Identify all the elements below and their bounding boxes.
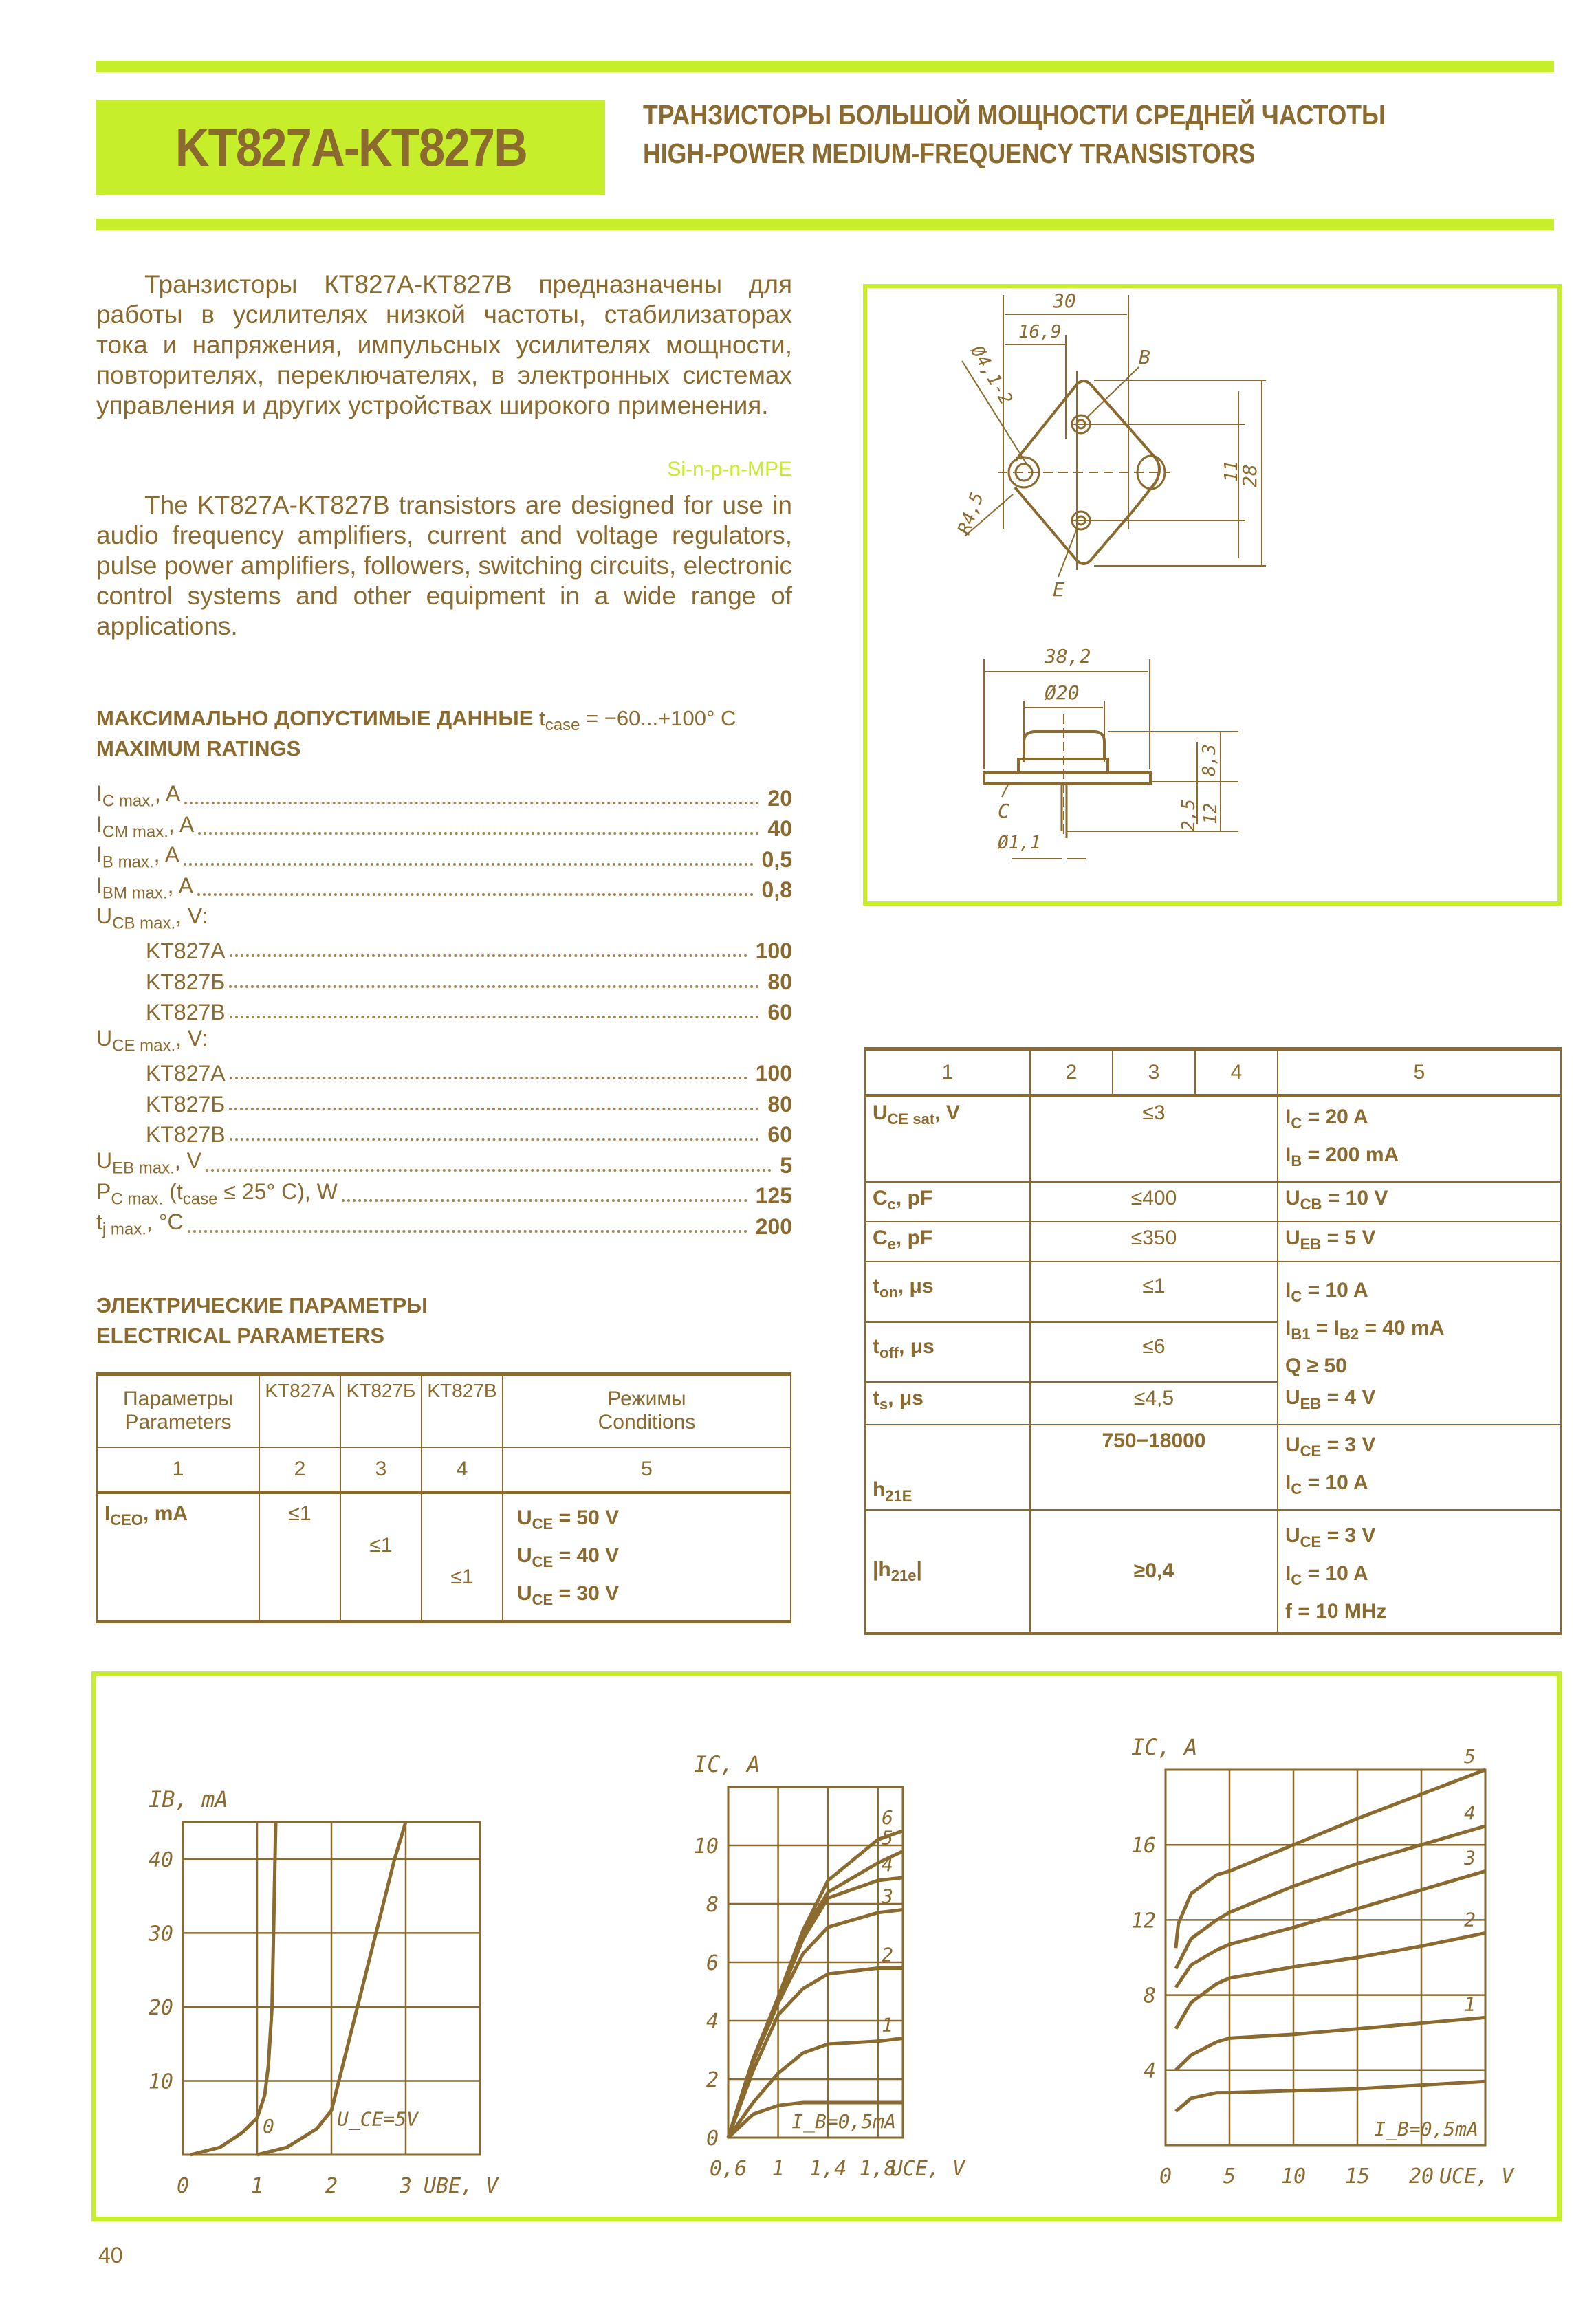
leader-dots	[188, 1230, 747, 1233]
package-drawing	[867, 288, 1557, 901]
leader-dots	[198, 832, 759, 835]
rating-row	[96, 873, 792, 903]
leader-dots	[229, 1108, 759, 1110]
series-label: U_CE=5V	[337, 2107, 419, 2131]
leader-dots	[230, 1016, 760, 1018]
table-row-ton	[865, 1262, 1561, 1322]
col-num: 4	[422, 1447, 503, 1493]
rating-value: 125	[755, 1183, 792, 1208]
series-line-1	[190, 1822, 276, 2155]
value-h21e-mod: ≥0,4	[1030, 1510, 1278, 1634]
x-axis-label: UCE, V	[1439, 2164, 1514, 2188]
column-number-row	[865, 1049, 1561, 1096]
table-row-h21e	[865, 1425, 1561, 1510]
leader-dots	[229, 985, 759, 988]
series-line-6	[728, 1852, 903, 2138]
col-num: 5	[503, 1447, 791, 1493]
value-b: ≤1	[340, 1493, 422, 1622]
table-row-ce	[865, 1222, 1561, 1262]
series-label: 2	[1464, 1908, 1476, 1931]
dim-16-9: 16,9	[1018, 322, 1062, 342]
col-num: 2	[259, 1447, 340, 1493]
series-label: 1	[882, 2013, 893, 2037]
electrical-params-table-continued	[864, 1047, 1562, 1635]
series-line-2	[1176, 2017, 1485, 2070]
cond-h21e-mod: $U_{CE} = 3$ V $I_C = 10$ A f = 10 MHz	[1278, 1510, 1561, 1634]
value-ts: ≤4,5	[1030, 1382, 1278, 1425]
rating-row	[96, 811, 792, 842]
cond-cc: $U_{CB} = 10$ V	[1278, 1182, 1561, 1222]
rating-label: KT827B	[96, 1122, 230, 1148]
y-tick-label: 6	[706, 1951, 719, 1975]
rating-value: 60	[767, 1122, 792, 1147]
rating-value: 80	[767, 969, 792, 994]
table-row-iceo	[97, 1493, 791, 1622]
leader-c	[1002, 785, 1008, 797]
rating-row	[96, 1086, 792, 1117]
series-label: 6	[882, 1806, 893, 1829]
rating-row	[96, 964, 792, 995]
flange-side	[984, 773, 1150, 784]
description-ru-text: Транзисторы КТ827А-КТ827В предназначены для работы в усилителях низкой частоты, стабилизаторах тока и напряжения, импульсных усилителях мощности, повторителях, переключателях, в электронных системах управления и других устройствах широкого применения.	[96, 270, 792, 419]
param-cc: $C_c$, pF	[865, 1182, 1030, 1222]
rating-row	[96, 1056, 792, 1087]
bottom-accent-bar	[96, 219, 1554, 230]
header-kt827a: KT827A	[259, 1374, 340, 1447]
rating-row	[96, 780, 792, 811]
rating-value: 60	[767, 1000, 792, 1024]
x-tick-label: 5	[1223, 2164, 1236, 2188]
rating-label: $I_{C max.}$, A	[96, 781, 184, 811]
value-cc: ≤400	[1030, 1182, 1278, 1222]
rating-value: 5	[780, 1152, 792, 1178]
max-ratings-heading-ru: МАКСИМАЛЬНО ДОПУСТИМЫЕ ДАННЫЕ $t_{case} = -60...+100^\circ$ C	[96, 706, 736, 735]
x-tick-label: 1	[250, 2174, 264, 2198]
rating-label: KT827Б	[96, 1092, 229, 1117]
x-axis-label: UCE, V	[890, 2157, 965, 2181]
rating-value: 100	[755, 939, 792, 963]
y-tick-label: 0	[706, 2127, 719, 2151]
x-tick-label: 2	[325, 2174, 338, 2198]
chart-3	[1131, 1734, 1515, 2188]
rating-row	[96, 842, 792, 873]
temp-condition: $t_{case} = -60...+100^\circ$ C	[539, 706, 736, 735]
charts-frame	[91, 1671, 1562, 2221]
package-drawing-frame	[863, 284, 1562, 906]
rating-row	[96, 903, 792, 934]
table-row-uce-sat	[865, 1096, 1561, 1183]
series-label: 3	[882, 1885, 893, 1908]
rating-row	[96, 1178, 792, 1209]
cond-h21e: $U_{CE} = 3$ V $I_C = 10$ A	[1278, 1425, 1561, 1510]
series-line-4	[1176, 1871, 1485, 1987]
value-toff: ≤6	[1030, 1322, 1278, 1383]
series-label: 3	[1464, 1846, 1476, 1869]
header-kt827v: KT827B	[422, 1374, 503, 1447]
dim-20: Ø20	[1045, 681, 1080, 704]
dim-38-2: 38,2	[1045, 645, 1091, 668]
title-en: HIGH-POWER MEDIUM-FREQUENCY TRANSISTORS	[643, 138, 1256, 169]
rating-label: KT827B	[96, 1000, 230, 1025]
dim-radius: R4,5	[954, 490, 988, 538]
table-row-cc	[865, 1182, 1561, 1222]
table-row-h21e-mod	[865, 1510, 1561, 1634]
series-line-6	[1176, 1770, 1485, 1948]
characteristic-charts	[96, 1676, 1557, 2217]
rating-label: $t_{j max.}$, °C	[96, 1209, 188, 1239]
value-h21e: 750−18000	[1030, 1425, 1278, 1510]
cond-uce-sat: $I_C = 20$ A $I_B = 200$ mA	[1278, 1096, 1561, 1183]
leader-dots	[206, 1169, 772, 1172]
page-number: 40	[98, 2243, 123, 2268]
rating-label: $U_{CE max.}$, V:	[96, 1026, 212, 1055]
series-label: 2	[882, 1943, 893, 1966]
x-tick-label: 3	[399, 2174, 413, 2198]
leader-dots	[230, 954, 747, 957]
y-tick-label: 10	[693, 1834, 719, 1858]
param-ce: $C_e$, pF	[865, 1222, 1030, 1262]
col-num: 3	[340, 1447, 422, 1493]
dim-8-3: 8,3	[1199, 744, 1220, 776]
x-tick-label: 0	[176, 2174, 190, 2198]
rating-row	[96, 1025, 792, 1056]
leader-dots	[184, 863, 754, 866]
curve-note: I_B=0,5mA	[1374, 2118, 1478, 2140]
description-ru	[96, 270, 792, 421]
value-a: ≤1	[259, 1493, 340, 1622]
value-v: ≤1	[422, 1493, 503, 1622]
model-title-box	[96, 100, 605, 195]
leader-dots	[184, 802, 759, 804]
rating-value: 0,5	[761, 846, 792, 872]
chart-1	[148, 1786, 499, 2198]
rating-label: $P_{C max.}$ ($t_{case} \le 25^\circ$ C), W	[96, 1179, 342, 1209]
col-num: 1	[97, 1447, 259, 1493]
rating-label: $I_{CM max.}$, A	[96, 812, 198, 842]
dim-hole: Ø4,1-2	[965, 342, 1016, 408]
rating-label: KT827Б	[96, 969, 229, 995]
y-tick-label: 10	[148, 2070, 173, 2094]
rating-row	[96, 1209, 792, 1240]
header-conditions: Режимы Conditions	[503, 1374, 791, 1447]
y-tick-label: 4	[1143, 2059, 1156, 2083]
top-view	[954, 289, 1266, 601]
series-label: 4	[1464, 1801, 1476, 1824]
leader-e	[1058, 529, 1077, 577]
y-tick-label: 8	[1143, 1984, 1156, 2008]
x-axis-label: UBE, V	[424, 2174, 499, 2198]
rating-row	[96, 1117, 792, 1148]
cond-switching: $I_C = 10$ A $I_{B1} = I_{B2} = 40$ mA Q ≥ 50 $U_{EB} = 4$ V	[1278, 1262, 1561, 1425]
series-line-1	[1176, 2081, 1485, 2111]
description-en	[96, 490, 792, 641]
x-tick-label: 1,8	[859, 2157, 897, 2181]
y-tick-label: 40	[148, 1847, 173, 1872]
param-h21e-mod: $|h_{21e}|$	[865, 1510, 1030, 1634]
y-axis-label: IC, A	[694, 1751, 761, 1777]
leader-dots	[342, 1199, 747, 1202]
col-num: 4	[1195, 1049, 1278, 1096]
label-base: B	[1139, 346, 1150, 369]
y-tick-label: 8	[706, 1893, 719, 1917]
x-tick-label: 20	[1408, 2164, 1434, 2188]
value-uce-sat: ≤3	[1030, 1096, 1278, 1183]
curve-note: I_B=0,5mA	[791, 2110, 896, 2133]
rating-value: 100	[755, 1061, 792, 1086]
rating-value: 0,8	[761, 877, 792, 902]
table-header-row	[97, 1374, 791, 1447]
col-num: 1	[865, 1049, 1030, 1096]
series-label: 5	[882, 1826, 893, 1850]
electrical-heading-ru: ЭЛЕКТРИЧЕСКИЕ ПАРАМЕТРЫ	[96, 1293, 428, 1317]
column-number-row	[97, 1447, 791, 1493]
series-label: 4	[882, 1852, 893, 1876]
header-parameters: Параметры Parameters	[97, 1374, 259, 1447]
dim-11: 11	[1221, 460, 1242, 482]
x-tick-label: 1	[772, 2157, 785, 2181]
leader-dots	[197, 893, 754, 896]
y-tick-label: 4	[706, 2010, 719, 2034]
y-tick-label: 12	[1130, 1909, 1156, 1933]
rating-label: KT827A	[96, 1061, 230, 1086]
x-tick-label: 0	[1159, 2164, 1172, 2188]
x-tick-label: 1,4	[809, 2157, 847, 2181]
label-collector: C	[998, 800, 1009, 822]
param-iceo: $I_{CEO}$, mA	[97, 1493, 259, 1622]
dim-2-5: 2,5	[1179, 799, 1199, 831]
dim-1-1: Ø1,1	[998, 833, 1041, 853]
rating-label: $U_{CB max.}$, V:	[96, 903, 212, 933]
rating-label: $I_{B max.}$, A	[96, 842, 184, 872]
label-emitter: E	[1053, 578, 1064, 601]
rating-row	[96, 995, 792, 1026]
y-axis-label: IC, A	[1131, 1734, 1198, 1760]
param-toff: $t_{off}$, μs	[865, 1322, 1030, 1383]
series-label: 1	[1464, 1993, 1476, 2016]
model-title: KT827A-KT827B	[175, 116, 527, 177]
rating-value: 20	[767, 785, 792, 811]
side-view	[984, 645, 1238, 859]
description-en-text: The KT827A-KT827B transistors are designed for use in audio frequency amplifiers, current and voltage regulators, pulse power amplifiers, followers, switching circuits, electronic control systems and other equipment in a wide range of applications.	[96, 491, 792, 640]
electrical-heading-en: ELECTRICAL PARAMETERS	[96, 1324, 385, 1348]
max-ratings-heading-en: MAXIMUM RATINGS	[96, 736, 301, 760]
transistor-type: Si-n-p-n-MPE	[667, 458, 792, 481]
top-accent-bar	[96, 61, 1554, 72]
x-tick-label: 15	[1344, 2164, 1370, 2188]
value-ce: ≤350	[1030, 1222, 1278, 1262]
chart-2	[694, 1751, 966, 2181]
param-h21e: $h_{21E}$	[865, 1425, 1030, 1510]
electrical-params-table	[96, 1372, 791, 1623]
series-label: 0	[263, 2115, 274, 2138]
rating-value: 40	[767, 816, 792, 841]
dim-30: 30	[1053, 289, 1076, 312]
title-ru: ТРАНЗИСТОРЫ БОЛЬШОЙ МОЩНОСТИ СРЕДНЕЙ ЧАСТОТЫ	[643, 99, 1386, 131]
leader-dots	[230, 1138, 760, 1141]
value-ton: ≤1	[1030, 1262, 1278, 1322]
dim-12: 12	[1201, 802, 1221, 824]
y-tick-label: 30	[148, 1922, 173, 1946]
rating-value: 80	[767, 1091, 792, 1117]
col-num: 2	[1030, 1049, 1113, 1096]
series-label: 5	[1464, 1745, 1476, 1768]
col-num: 5	[1278, 1049, 1561, 1096]
y-tick-label: 20	[148, 1995, 173, 2020]
y-tick-label: 2	[706, 2068, 719, 2092]
rating-label: $I_{BM max.}$, A	[96, 873, 197, 903]
x-tick-label: 0,6	[709, 2157, 747, 2181]
rating-label: $U_{EB max.}$, V	[96, 1148, 206, 1178]
cond-ce: $U_{EB} = 5$ V	[1278, 1222, 1561, 1262]
max-ratings-list	[96, 780, 792, 1240]
rating-row	[96, 934, 792, 965]
header-kt827b-cyr: KT827Б	[340, 1374, 422, 1447]
series-line-7	[728, 1831, 903, 2138]
leader-dots	[230, 1077, 747, 1079]
conditions-iceo: $U_{CE} = 50$ V $U_{CE} = 40$ V $U_{CE} = 30$ V	[503, 1493, 791, 1622]
y-tick-label: 16	[1130, 1834, 1156, 1858]
y-axis-label: IB, mA	[149, 1786, 228, 1812]
dim-28: 28	[1238, 464, 1261, 487]
col-num: 3	[1113, 1049, 1195, 1096]
x-tick-label: 10	[1280, 2164, 1307, 2188]
param-ts: $t_s$, μs	[865, 1382, 1030, 1425]
param-uce-sat: $U_{CE sat}$, V	[865, 1096, 1030, 1183]
rating-value: 200	[755, 1214, 792, 1239]
param-ton: $t_{on}$, μs	[865, 1262, 1030, 1322]
rating-label: KT827A	[96, 939, 230, 964]
rating-row	[96, 1148, 792, 1178]
